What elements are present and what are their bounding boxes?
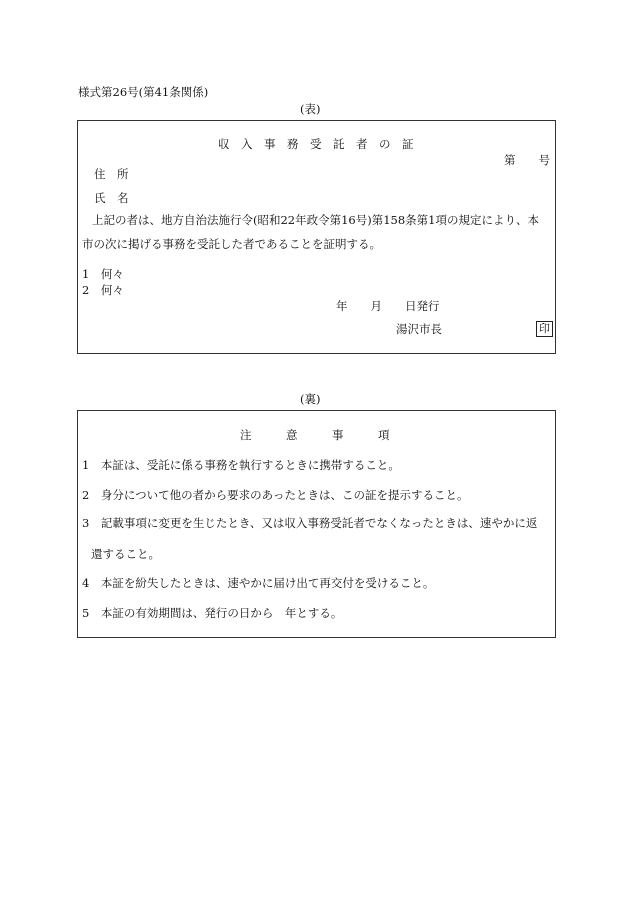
statement-line-1: 上記の者は、地方自治法施行令(昭和22年政令第16号)第158条第1項の規定により、本: [92, 213, 540, 227]
name-label: 氏 名: [94, 191, 129, 205]
front-certificate-box: [77, 120, 556, 354]
item-1: 1 何々: [82, 267, 124, 281]
issue-date: 年 月 日発行: [336, 299, 440, 313]
notes-title: 注 意 事 項: [240, 428, 390, 442]
certificate-number-label: 第 号: [504, 153, 550, 167]
seal-label: 印: [536, 321, 553, 337]
address-label: 住 所: [94, 167, 129, 181]
note-4: 4 本証を紛失したときは、速やかに届け出て再交付を受けること。: [82, 576, 435, 590]
item-2: 2 何々: [82, 283, 124, 297]
statement-line-2: 市の次に掲げる事務を受託した者であることを証明する。: [82, 237, 381, 251]
back-notes-box: [77, 410, 556, 638]
front-side-label: (表): [300, 102, 321, 116]
issuer: 湯沢市長: [396, 322, 442, 336]
note-3: 3 記載事項に変更を生じたとき、又は収入事務受託者でなくなったときは、速やかに返: [82, 516, 538, 530]
seal-mark: [536, 321, 553, 337]
note-5: 5 本証の有効期間は、発行の日から 年とする。: [82, 606, 343, 620]
note-2: 2 身分について他の者から要求のあったときは、この証を提示すること。: [82, 488, 469, 502]
form-label: 様式第26号(第41条関係): [78, 85, 209, 99]
certificate-title: 収 入 事 務 受 託 者 の 証: [218, 137, 414, 151]
note-3-continued: 還すること。: [91, 547, 160, 561]
back-side-label: (裏): [300, 392, 321, 406]
note-1: 1 本証は、受託に係る事務を執行するときに携帯すること。: [82, 458, 400, 472]
